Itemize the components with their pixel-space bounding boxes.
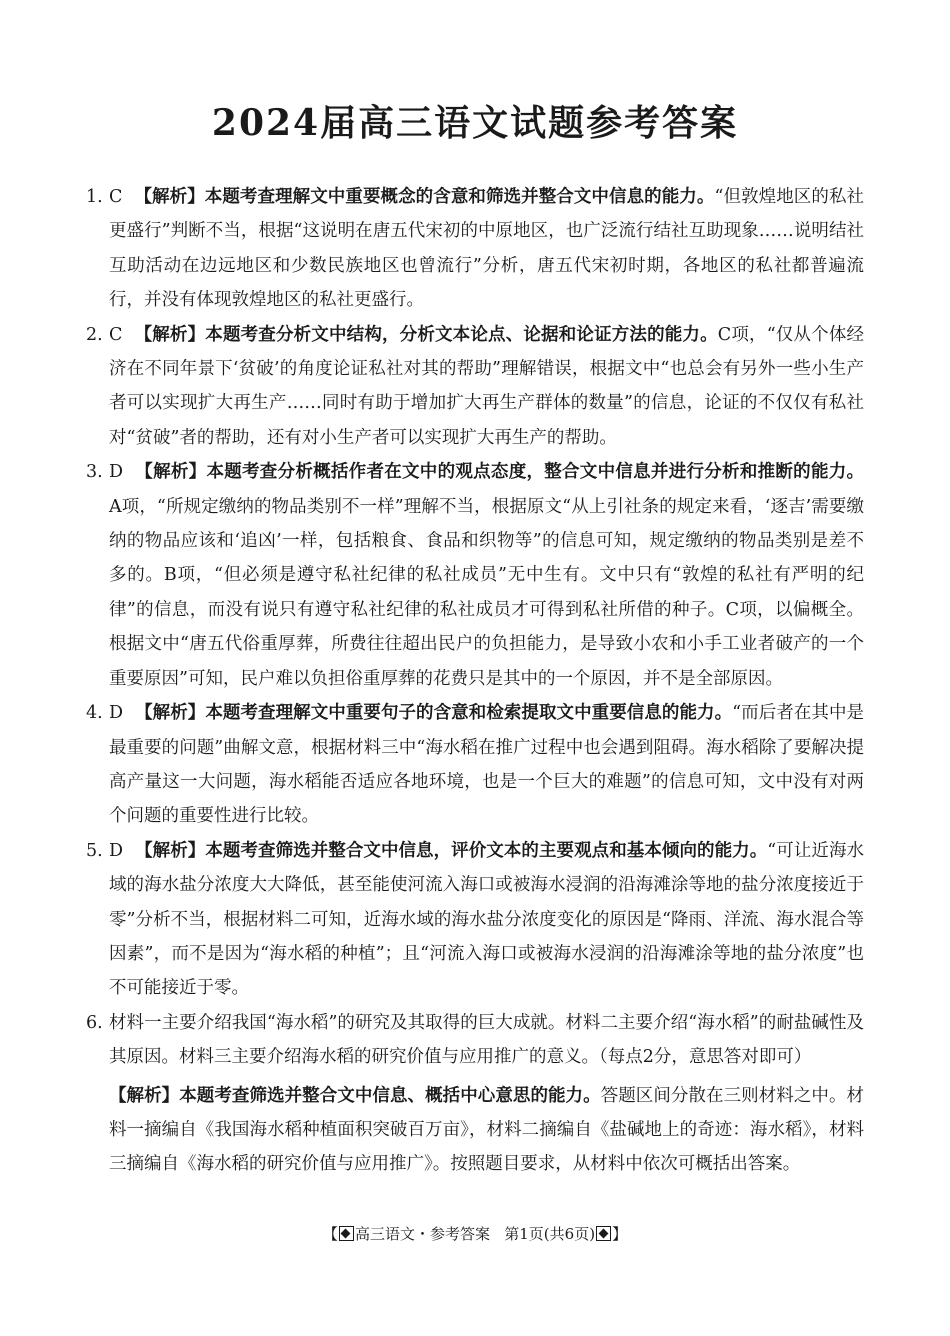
page-title: 2024届高三语文试题参考答案 (211, 102, 739, 144)
analysis-text: “而后者在其中是最重要的问题”曲解文意，根据材料三中“海水稻在推广过程中也会遇到阻碍。海水稻除了要解决提高产量这一大问题，海水稻能否适应各地环境，也是一个巨大的难题”的信息可知，文中没有对两个问题的重要性进行比较。 (109, 703, 865, 827)
analysis-intro: 本题考查筛选并整合文中信息、概括中心意思的能力。 (179, 1085, 601, 1106)
answer-item-6-analysis (86, 1079, 864, 1182)
analysis-text: “可让近海水域的海水盐分浓度大大降低，甚至能使河流入海口或被海水浸润的沿海滩涂等地的盐分浓度接近于零”分析不当，根据材料二可知，近海水域的海水盐分浓度变化的原因是“降雨、洋流、海水混合等因素”，而不是因为“海水稻的种植”；且“河流入海口或被海水浸润的沿海滩涂等地的盐分浓度”也不可能接近于零。 (109, 840, 865, 999)
answer-choice: C (109, 187, 123, 207)
answer-item-2 (86, 318, 864, 456)
analysis-tag: 【解析】 (109, 1085, 180, 1106)
answer-item-6 (86, 1006, 864, 1075)
question-number: 2. (86, 324, 103, 345)
analysis-tag: 【解析】 (135, 462, 207, 483)
analysis-text: 答题区间分散在三则材料之中。材料一摘编自《我国海水稻种植面积突破百万亩》，材料二摘编自《盐碱地上的奇迹：海水稻》，材料三摘编自《海水稻的研究价值与应用推广》。按照题目要求，从材料中依次可概括出答案。 (109, 1085, 865, 1175)
analysis-intro: 本题考查分析概括作者在文中的观点态度，整合文中信息并进行分析和推断的能力。 (206, 462, 865, 483)
analysis-tag: 【解析】 (135, 840, 206, 861)
question-number: 1. (86, 187, 103, 207)
analysis-tag: 【解析】 (134, 324, 206, 345)
analysis-text: A项，“所规定缴纳的物品类别不一样”理解不当，根据原文“从上引社条的规定来看，‘逐吉’需要缴纳的物品应该和‘追凶’一样，包括粮食、食品和织物等”的信息可知，规定缴纳的物品类别是差不多的。B项，“但必须是遵守私社纪律的私社成员”无中生有。文中只有“敦煌的私社有严明的纪律”的信息，而没有说只有遵守私社纪律的私社成员才可得到私社所借的种子。C项，以偏概全。根据文中“唐五代俗重厚葬，所费往往超出民户的负担能力，是导致小农和小手工业者破产的一个重要原因”可知，民户难以负担俗重厚葬的花费只是其中的一个原因，并不是全部原因。 (109, 496, 864, 689)
diamond-icon (339, 1226, 354, 1241)
answer-choice: C (109, 324, 123, 345)
answer-item-4 (86, 696, 864, 834)
footer-bracket-left: 【 (322, 1225, 338, 1243)
answer-item-1 (86, 180, 864, 318)
question-number: 5. (86, 840, 103, 861)
question-number: 4. (86, 703, 103, 724)
answer-item-3 (86, 455, 864, 696)
analysis-tag: 【解析】 (135, 703, 206, 724)
analysis-text: “但敦煌地区的私社更盛行”判断不当，根据“这说明在唐五代宋初的中原地区，也广泛流行结社互助现象……说明结社互助活动在边远地区和少数民族地区也曾流行”分析，唐五代宋初时期，各地区的私社都普遍流行，并没有体现敦煌地区的私社更盛行。 (109, 187, 865, 311)
answer-list (86, 180, 864, 1182)
answer-item-5 (86, 834, 864, 1006)
analysis-text: C项，“仅从个体经济在不同年景下‘贫破’的角度论证私社对其的帮助”理解错误，根据文中“也总会有另外一些小生产者可以实现扩大再生产……同时有助于增加扩大再生产群体的数量”的信息，论证的不仅仅有私社对“贫破”者的帮助，还有对小生产者可以实现扩大再生产的帮助。 (109, 324, 865, 448)
question-number: 3. (86, 462, 103, 483)
page-footer (0, 1221, 950, 1247)
question-number: 6. (86, 1012, 103, 1033)
answer-text: 材料一主要介绍我国“海水稻”的研究及其取得的巨大成就。材料二主要介绍“海水稻”的耐盐碱性及其原因。材料三主要介绍海水稻的研究价值与应用推广的意义。（每点2分，意思答对即可） (109, 1012, 864, 1068)
footer-subject: 高三语文・参考答案 (354, 1225, 490, 1243)
analysis-intro: 本题考查理解文中重要概念的含意和筛选并整合文中信息的能力。 (204, 187, 715, 207)
analysis-intro: 本题考查分析文中结构，分析文本论点、论据和论证方法的能力。 (205, 324, 718, 345)
answer-choice: D (109, 462, 124, 483)
answer-choice: D (109, 703, 124, 724)
footer-page-number: 第1页(共6页) (504, 1225, 596, 1243)
answer-choice: D (109, 840, 124, 861)
analysis-intro: 本题考查筛选并整合文中信息，评价文本的主要观点和基本倾向的能力。 (205, 840, 768, 861)
analysis-tag: 【解析】 (134, 187, 205, 207)
footer-bracket-right: 】 (612, 1225, 628, 1243)
analysis-intro: 本题考查理解文中重要句子的含意和检索提取文中重要信息的能力。 (205, 703, 733, 724)
diamond-icon (596, 1226, 611, 1241)
